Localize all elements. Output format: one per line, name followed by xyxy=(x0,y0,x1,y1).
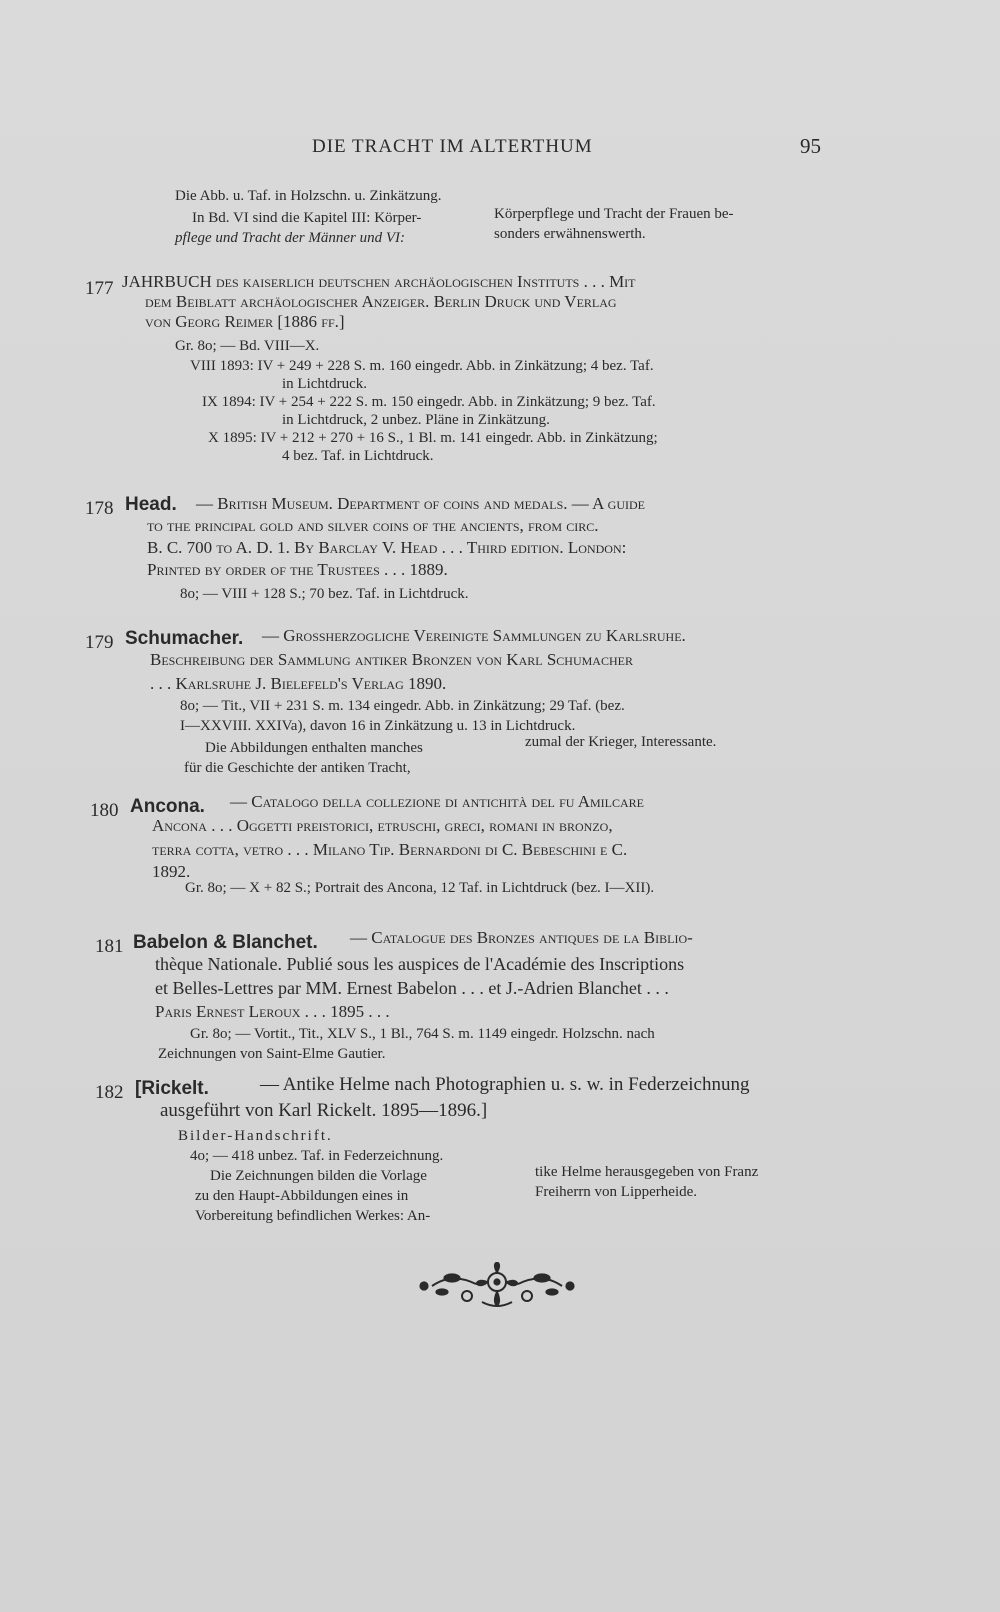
entry-title-line: JAHRBUCH des kaiserlich deutschen archäologischen Instituts . . . Mit xyxy=(122,272,636,291)
entry-title-line: — Grossherzogliche Vereinigte Sammlungen zu Karlsruhe. xyxy=(262,626,686,645)
entry-number: 180 xyxy=(90,800,119,821)
entry-detail: 8o; — Tit., VII + 231 S. m. 134 eingedr. Abb. in Zinkätzung; 29 Taf. (bez. xyxy=(180,698,625,714)
entry-detail: 4o; — 418 unbez. Taf. in Federzeichnung. xyxy=(190,1148,444,1164)
entry-note-left: zu den Haupt-Abbildungen eines in xyxy=(195,1188,409,1204)
entry-detail: in Lichtdruck. xyxy=(282,376,367,392)
intro-left-line: pflege und Tracht der Männer und VI: xyxy=(175,230,405,246)
entry-note-right: Freiherrn von Lipperheide. xyxy=(535,1184,698,1200)
entry-number: 177 xyxy=(85,278,114,299)
entry-author: [Rickelt. xyxy=(135,1078,209,1099)
entry-note-left: für die Geschichte der antiken Tracht, xyxy=(184,760,411,776)
entry-detail: VIII 1893: IV + 249 + 228 S. m. 160 eingedr. Abb. in Zinkätzung; 4 bez. Taf. xyxy=(190,358,654,374)
entry-title-line: — Catalogue des Bronzes antiques de la Biblio- xyxy=(350,928,693,947)
entry-title-line: thèque Nationale. Publié sous les auspices de l'Académie des Inscriptions xyxy=(155,954,685,974)
entry-title-line: dem Beiblatt archäologischer Anzeiger. Berlin Druck und Verlag xyxy=(145,292,617,311)
entry-title-line: — British Museum. Department of coins and medals. — A guide xyxy=(196,494,645,513)
entry-note-left: Die Zeichnungen bilden die Vorlage xyxy=(210,1168,427,1184)
entry-number: 178 xyxy=(85,498,114,519)
entry-title-line: von Georg Reimer [1886 ff.] xyxy=(145,312,345,331)
entry-detail: 8o; — VIII + 128 S.; 70 bez. Taf. in Lichtdruck. xyxy=(180,586,469,602)
entry-detail: X 1895: IV + 212 + 270 + 16 S., 1 Bl. m. 141 eingedr. Abb. in Zinkätzung; xyxy=(208,430,658,446)
entry-note-left: Vorbereitung befindlichen Werkes: An- xyxy=(195,1208,431,1224)
entry-number: 182 xyxy=(95,1082,124,1103)
entry-detail: IX 1894: IV + 254 + 222 S. m. 150 eingedr. Abb. in Zinkätzung; 9 bez. Taf. xyxy=(202,394,656,410)
entry-detail: Zeichnungen von Saint-Elme Gautier. xyxy=(158,1046,386,1062)
entry-note-left: Die Abbildungen enthalten manches xyxy=(205,740,423,756)
entry-title-line: . . . Karlsruhe J. Bielefeld's Verlag 1890. xyxy=(150,674,447,693)
entry-detail: Gr. 8o; — X + 82 S.; Portrait des Ancona, 12 Taf. in Lichtdruck (bez. I—XII). xyxy=(185,880,655,896)
entry-title-line: to the principal gold and silver coins of the ancients, from circ. xyxy=(147,516,599,535)
entry-label: Bilder-Handschrift. xyxy=(178,1128,333,1144)
entry-detail: 4 bez. Taf. in Lichtdruck. xyxy=(282,448,434,464)
running-title: DIE TRACHT IM ALTERTHUM xyxy=(312,136,593,157)
entry-number: 181 xyxy=(95,936,124,957)
entry-title-line: — Catalogo della collezione di antichità del fu Amilcare xyxy=(230,792,644,811)
intro-line: Die Abb. u. Taf. in Holzschn. u. Zinkätzung. xyxy=(175,188,442,204)
entry-author: Schumacher. xyxy=(125,628,244,649)
entry-detail: I—XXVIII. XXIVa), davon 16 in Zinkätzung u. 13 in Lichtdruck. xyxy=(180,718,576,734)
entry-note-right: zumal der Krieger, Interessante. xyxy=(525,734,717,750)
entry-author: Ancona. xyxy=(130,796,205,817)
entry-title-line: et Belles-Lettres par MM. Ernest Babelon . . . et J.-Adrien Blanchet . . . xyxy=(155,978,669,998)
page-number: 95 xyxy=(800,134,821,158)
entry-note-right: tike Helme herausgegeben von Franz xyxy=(535,1164,759,1180)
entry-detail: in Lichtdruck, 2 unbez. Pläne in Zinkätzung. xyxy=(282,412,550,428)
intro-right-line: Körperpflege und Tracht der Frauen be- xyxy=(494,206,734,222)
entry-title-line: — Antike Helme nach Photographien u. s. w. in Federzeichnung xyxy=(260,1074,750,1095)
intro-right-line: sonders erwähnenswerth. xyxy=(494,226,646,242)
floral-vignette-icon xyxy=(412,1262,582,1310)
entry-title-line: B. C. 700 to A. D. 1. By Barclay V. Head . . . Third edition. London: xyxy=(147,538,627,557)
running-header xyxy=(0,136,1000,166)
entry-title-line: Beschreibung der Sammlung antiker Bronzen von Karl Schumacher xyxy=(150,650,633,669)
entry-title-line: Paris Ernest Leroux . . . 1895 . . . xyxy=(155,1002,390,1021)
entry-title-line: 1892. xyxy=(152,862,191,881)
entry-title-line: ausgeführt von Karl Rickelt. 1895—1896.] xyxy=(160,1100,488,1121)
entry-title-line: Printed by order of the Trustees . . . 1889. xyxy=(147,560,448,579)
entry-detail: Gr. 8o; — Vortit., Tit., XLV S., 1 Bl., 764 S. m. 1149 eingedr. Holzschn. nach xyxy=(190,1026,655,1042)
entry-number: 179 xyxy=(85,632,114,653)
entry-author: Babelon & Blanchet. xyxy=(133,932,318,953)
entry-detail: Gr. 8o; — Bd. VIII—X. xyxy=(175,338,320,354)
entry-title-line: terra cotta, vetro . . . Milano Tip. Bernardoni di C. Bebeschini e C. xyxy=(152,840,628,859)
intro-left-line: In Bd. VI sind die Kapitel III: Körper- xyxy=(192,210,422,226)
entry-author: Head. xyxy=(125,494,177,515)
entry-title-line: Ancona . . . Oggetti preistorici, etruschi, greci, romani in bronzo, xyxy=(152,816,613,835)
